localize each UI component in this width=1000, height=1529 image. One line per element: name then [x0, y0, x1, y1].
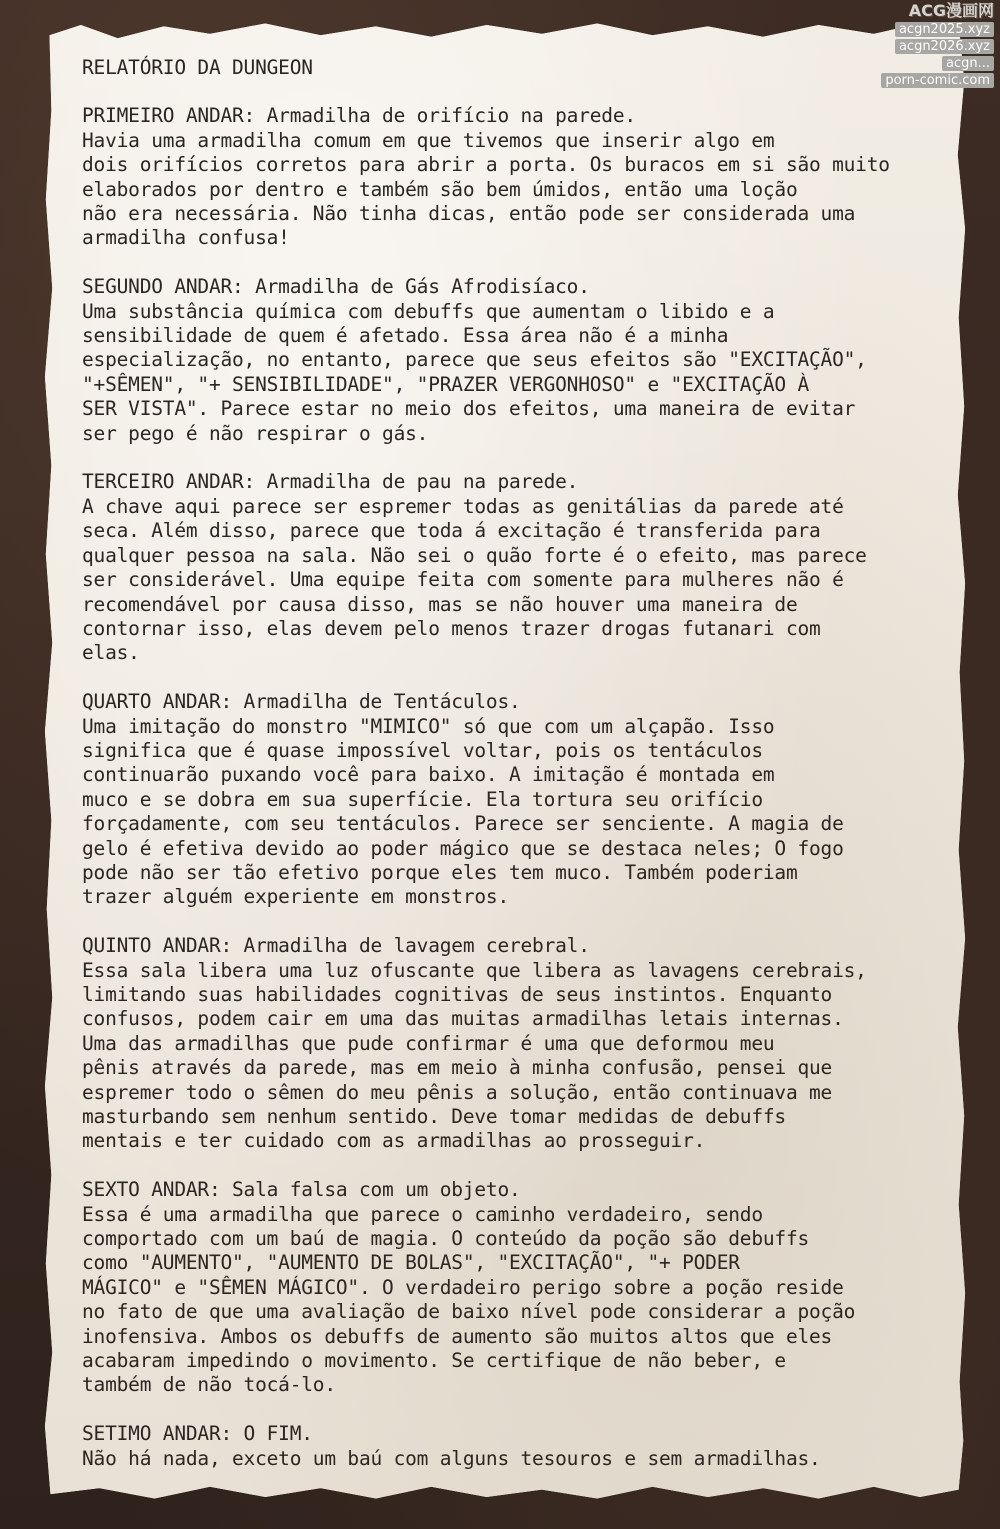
report-section-floor-1	[82, 104, 942, 250]
site-watermark	[836, 0, 1000, 92]
section-heading: PRIMEIRO ANDAR: Armadilha de orifício na parede.	[82, 104, 636, 128]
report-section-floor-5	[82, 934, 942, 1154]
watermark-url: acgn2026.xyz	[895, 39, 994, 54]
watermark-url: acgn2025.xyz	[895, 22, 994, 37]
section-body: Uma imitação do monstro "MIMICO" só que com um alçapão. Isso significa que é quase impossível voltar, pois os tentáculos continuarão puxando você para baixo. A imitação é montada em muco e se dobra em sua superfície. Ela tortura seu orifício forçadamente, com seu tentáculos. Parece ser senciente. A magia de gelo é efetiva devido ao poder mágico que se destaca neles; O fogo pode não ser tão efetivo porque eles tem muco. Também poderiam trazer alguém experiente em monstros.	[82, 714, 844, 909]
report-section-floor-2	[82, 275, 942, 446]
section-body: Havia uma armadilha comum em que tivemos que inserir algo em dois orifícios corretos para abrir a porta. Os buracos em si são muito elaborados por dentro e também são bem úmidos, então uma loção não era necessária. Não tinha dicas, então pode ser considerada uma armadilha confusa!	[82, 128, 890, 250]
section-heading: SETIMO ANDAR: O FIM.	[82, 1422, 313, 1446]
section-heading: QUARTO ANDAR: Armadilha de Tentáculos.	[82, 690, 521, 714]
section-body: Uma substância química com debuffs que aumentam o libido e a sensibilidade de quem é afetado. Essa área não é a minha especialização, no entanto, parece que seus efeitos são "EXCITAÇÃO", "+SÊMEN", "+ SENSIBILIDADE", "PRAZER VERGONHOSO" e "EXCITAÇÃO À SER VISTA". Parece estar no meio dos efeitos, uma maneira de evitar ser pego é não respirar o gás.	[82, 299, 867, 445]
section-body: Essa sala libera uma luz ofuscante que libera as lavagens cerebrais, limitando suas habilidades cognitivas de seus instintos. Enquanto confusos, podem cair em uma das muitas armadilhas letais internas. Uma das armadilhas que pude confirmar é uma que deformou meu pênis através da parede, mas em meio à minha confusão, pensei que espremer todo o sêmen do meu pênis a solução, então continuava me masturbando sem nenhum sentido. Deve tomar medidas de debuffs mentais e ter cuidado com as armadilhas ao prosseguir.	[82, 958, 867, 1153]
report-section-floor-6	[82, 1178, 942, 1398]
watermark-url: porn-comic.com	[881, 73, 994, 88]
report-section-floor-3	[82, 470, 942, 665]
dungeon-report	[82, 56, 942, 1495]
watermark-brand: ACG漫画网	[908, 1, 994, 20]
section-body: A chave aqui parece ser espremer todas as genitálias da parede até seca. Além disso, parece que toda á excitação é transferida para qualquer pessoa na sala. Não sei o quão forte é o efeito, mas parece ser considerável. Uma equipe feita com somente para mulheres não é recomendável por causa disso, mas se não houver uma maneira de contornar isso, elas devem pelo menos trazer drogas futanari com elas.	[82, 494, 867, 665]
section-body: Não há nada, exceto um baú com alguns tesouros e sem armadilhas.	[82, 1446, 821, 1470]
report-title: RELATÓRIO DA DUNGEON	[82, 56, 313, 79]
watermark-url: acgn...	[942, 56, 994, 71]
report-section-floor-7	[82, 1422, 942, 1471]
section-heading: TERCEIRO ANDAR: Armadilha de pau na parede.	[82, 470, 579, 494]
section-heading: QUINTO ANDAR: Armadilha de lavagem cerebral.	[82, 934, 590, 958]
report-section-floor-4	[82, 690, 942, 910]
section-body: Essa é uma armadilha que parece o caminho verdadeiro, sendo comportado com um baú de magia. O conteúdo da poção são debuffs como "AUMENTO", "AUMENTO DE BOLAS", "EXCITAÇÃO", "+ PODER MÁGICO" e "SÊMEN MÁGICO". O verdadeiro perigo sobre a poção reside no fato de que uma avaliação de baixo nível pode considerar a poção inofensiva. Ambos os debuffs de aumento são muitos altos que eles acabaram impedindo o movimento. Se certifique de não beber, e também de não tocá-lo.	[82, 1202, 856, 1397]
section-heading: SEGUNDO ANDAR: Armadilha de Gás Afrodisíaco.	[82, 275, 590, 299]
section-heading: SEXTO ANDAR: Sala falsa com um objeto.	[82, 1178, 521, 1202]
